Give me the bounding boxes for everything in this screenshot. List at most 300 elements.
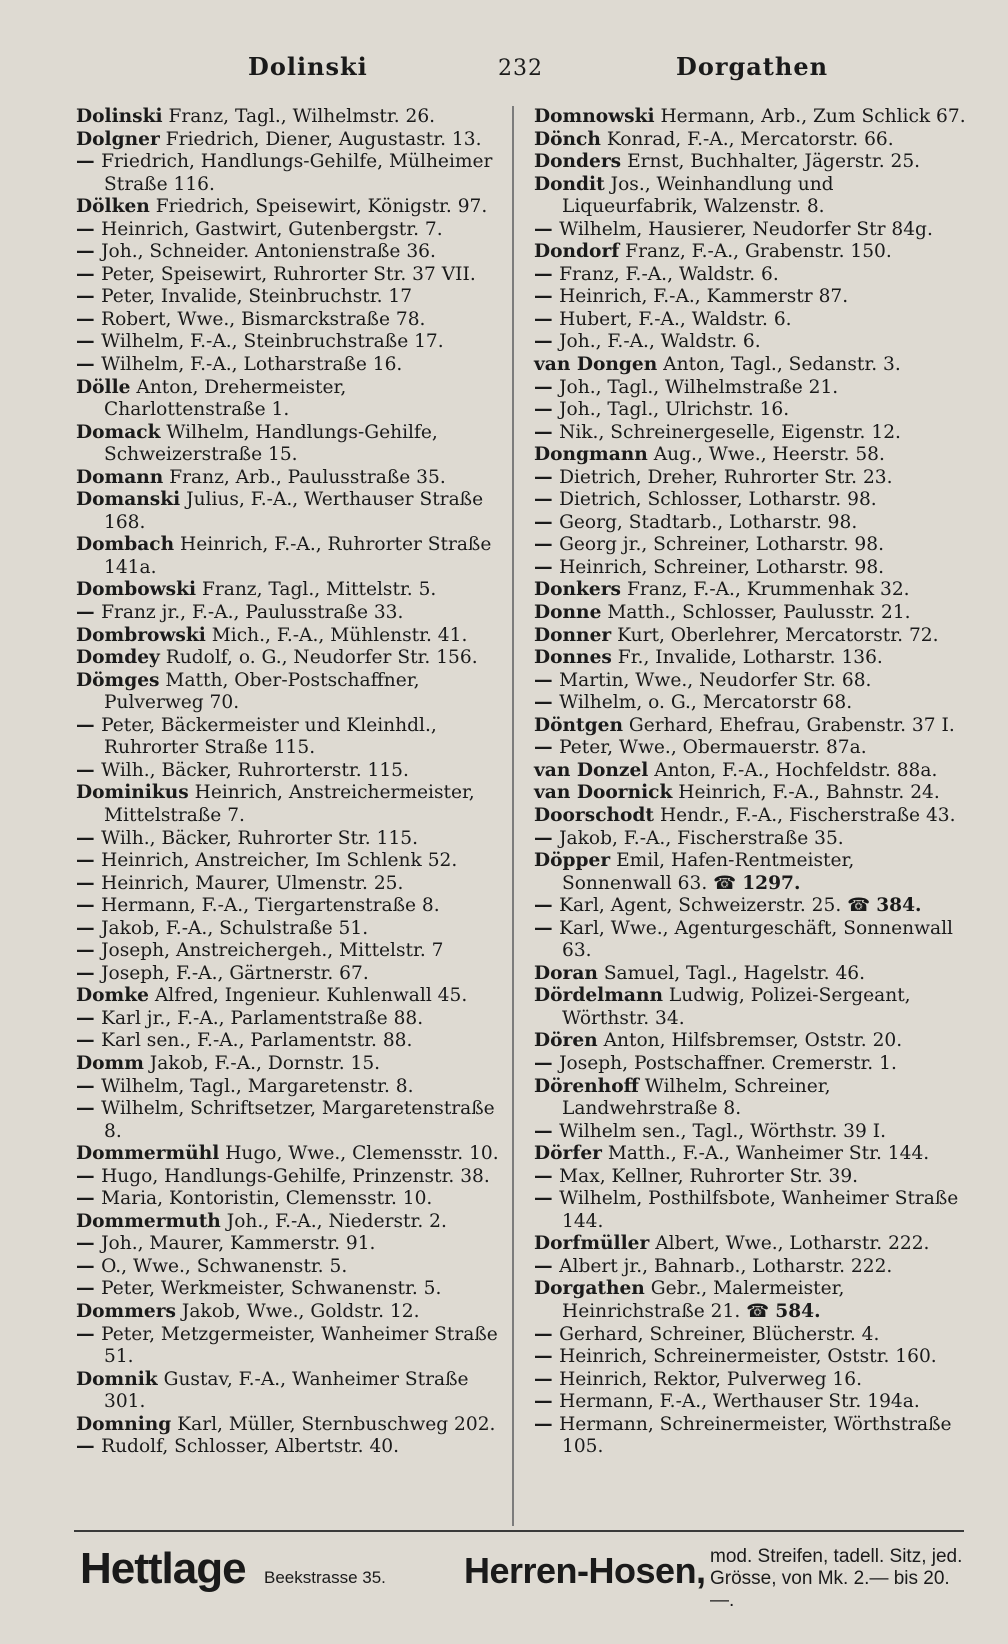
entry-surname: —: [76, 940, 102, 962]
entry-surname: —: [534, 1120, 560, 1142]
entry-details: Anton, Drehermeister, Charlottenstraße 1.: [104, 376, 347, 421]
directory-entry: [76, 918, 506, 941]
entry-details: Matth., F.-A., Wanheimer Str. 144.: [607, 1143, 930, 1165]
directory-entry: Döpper Emil, Hafen-Rentmeister, Sonnenwall 63. ☎ 1297.: [534, 850, 855, 894]
entry-details: Konrad, F.-A., Mercatorstr. 66.: [606, 128, 894, 150]
entry-details: Gerhard, Ehefrau, Grabenstr. 37 I.: [628, 714, 955, 736]
entry-surname: —: [534, 466, 560, 488]
entry-surname: Domnik: [76, 1368, 158, 1390]
entry-details: Franz, F.-A., Grabenstr. 150.: [625, 241, 892, 263]
entry-details: Joh., F.-A., Niederstr. 2.: [226, 1210, 447, 1232]
directory-entry: [534, 512, 966, 535]
directory-entry: [534, 647, 966, 670]
entry-surname: —: [534, 1052, 560, 1074]
entry-surname: —: [534, 218, 560, 240]
entry-surname: —: [76, 962, 102, 984]
directory-entry: [534, 489, 966, 512]
directory-entry: [534, 782, 966, 805]
entry-details: Karl, Agent, Schweizerstr. 25.: [559, 895, 842, 917]
entry-surname: Donne: [534, 602, 602, 624]
entry-details: Joh., F.-A., Waldstr. 6.: [559, 331, 761, 353]
directory-entry: [534, 625, 966, 648]
entry-details: Anton, F.-A., Hochfeldstr. 88a.: [654, 759, 938, 781]
entry-surname: Dönch: [534, 128, 601, 150]
directory-entry: [76, 1324, 506, 1369]
directory-entry: [76, 579, 506, 602]
directory-entry: [534, 219, 966, 242]
directory-entry: [534, 1121, 966, 1144]
entry-details: Gebr., Malermeister, Heinrichstraße 21.: [562, 1278, 845, 1322]
entry-surname: —: [534, 556, 560, 578]
entry-details: Joseph, F.-A., Gärtnerstr. 67.: [101, 962, 369, 984]
directory-entry: Dorgathen Gebr., Malermeister, Heinrichstraße 21. ☎ 584.: [534, 1278, 845, 1322]
directory-entry: [534, 828, 966, 851]
entry-details: Nik., Schreinergeselle, Eigenstr. 12.: [559, 421, 901, 443]
directory-entry: [534, 286, 966, 309]
left-column: [76, 106, 506, 1459]
directory-entry: [76, 219, 506, 242]
entry-details: Friedrich, Speisewirt, Königstr. 97.: [155, 196, 488, 218]
ad-description: [710, 1546, 964, 1612]
phone-number: 384.: [876, 895, 922, 917]
entry-surname: Doran: [534, 962, 598, 984]
entry-details: Peter, Bäckermeister und Kleinhdl., Ruhrorter Straße 115.: [101, 714, 437, 759]
entry-details: Karl sen., F.-A., Parlamentstr. 88.: [101, 1030, 413, 1052]
header-right-name: Dorgathen: [676, 52, 829, 81]
directory-entry: [534, 399, 966, 422]
entry-surname: Doorschodt: [534, 804, 655, 826]
entry-surname: Dondorf: [534, 241, 620, 263]
entry-surname: Domke: [76, 985, 149, 1007]
directory-entry: [76, 895, 506, 918]
entry-details: Franz, Tagl., Wilhelmstr. 26.: [168, 106, 436, 127]
entry-details: Fr., Invalide, Lotharstr. 136.: [617, 647, 883, 669]
entry-surname: —: [76, 895, 102, 917]
entry-surname: —: [76, 1436, 102, 1458]
entry-surname: Domning: [76, 1413, 172, 1435]
entry-surname: Donner: [534, 624, 612, 646]
entry-details: Julius, F.-A., Werthauser Straße 168.: [104, 489, 484, 533]
page-number: 232: [498, 56, 543, 81]
directory-entry: [534, 692, 966, 715]
ad-description-line1: mod. Streifen, tadell. Sitz, jed.: [710, 1546, 963, 1567]
entry-details: Wilhelm, Handlungs-Gehilfe, Schweizerstraße 15.: [104, 421, 438, 466]
directory-entry: [76, 489, 506, 534]
directory-entry: [534, 602, 966, 625]
entry-surname: —: [534, 1346, 560, 1368]
entry-details: Joh., Maurer, Kammerstr. 91.: [101, 1233, 376, 1255]
entry-surname: —: [534, 534, 560, 556]
entry-surname: Donkers: [534, 579, 622, 601]
entry-details: Franz, Tagl., Mittelstr. 5.: [201, 579, 437, 601]
entry-surname: —: [534, 1391, 560, 1413]
entry-details: Jos., Weinhandlung und Liqueurfabrik, Walzenstr. 8.: [562, 173, 834, 218]
directory-entry: [76, 151, 506, 196]
directory-entry: [534, 1256, 966, 1279]
entry-details: Joh., Tagl., Wilhelmstraße 21.: [559, 376, 839, 398]
entry-details: Joseph, Anstreichergeh., Mittelstr. 7: [101, 940, 444, 962]
directory-entry: [534, 264, 966, 287]
entry-surname: Dondit: [534, 173, 605, 195]
entry-details: Heinrich, Schreiner, Lotharstr. 98.: [559, 556, 885, 578]
entry-details: Joh., Tagl., Ulrichstr. 16.: [559, 399, 790, 421]
entry-surname: Domann: [76, 466, 164, 488]
entry-surname: —: [76, 1075, 102, 1097]
entry-details: Peter, Wwe., Obermauerstr. 87a.: [559, 737, 867, 759]
directory-entry: [76, 1301, 506, 1324]
entry-details: Heinrich, F.-A., Bahnstr. 24.: [678, 782, 940, 804]
entry-details: Rudolf, Schlosser, Albertstr. 40.: [101, 1436, 400, 1458]
entry-surname: —: [76, 1098, 102, 1120]
entry-details: Wilhelm, Schreiner, Landwehrstraße 8.: [562, 1075, 831, 1120]
directory-entry: [76, 873, 506, 896]
entry-surname: Döpper: [534, 850, 611, 872]
entry-details: Gerhard, Schreiner, Blücherstr. 4.: [559, 1323, 880, 1345]
advertisement: [74, 1530, 964, 1611]
entry-details: Jakob, F.-A., Schulstraße 51.: [101, 917, 369, 939]
column-divider: [512, 106, 514, 1526]
directory-entry: [76, 715, 506, 760]
directory-entry: [534, 715, 966, 738]
entry-details: Anton, Tagl., Sedanstr. 3.: [663, 354, 901, 376]
directory-entry: [76, 1278, 506, 1301]
entry-details: Aug., Wwe., Heerstr. 58.: [653, 444, 885, 466]
entry-surname: —: [76, 850, 102, 872]
entry-details: Wilh., Bäcker, Ruhrorter Str. 115.: [101, 827, 419, 849]
entry-surname: Domack: [76, 421, 161, 443]
entry-details: Albert, Wwe., Lotharstr. 222.: [655, 1233, 930, 1255]
entry-surname: —: [534, 895, 560, 917]
directory-entry: [76, 985, 506, 1008]
directory-entry: [76, 850, 506, 873]
directory-entry: [76, 760, 506, 783]
directory-entry: [534, 309, 966, 332]
entry-details: Karl jr., F.-A., Parlamentstraße 88.: [101, 1007, 424, 1029]
entry-details: Joh., Schneider. Antonienstraße 36.: [101, 241, 436, 263]
directory-entry: [76, 1076, 506, 1099]
entry-surname: —: [76, 1323, 102, 1345]
directory-entry: [534, 1324, 966, 1347]
directory-entry: [76, 1233, 506, 1256]
entry-surname: Dolgner: [76, 128, 160, 150]
entry-surname: —: [76, 263, 102, 285]
directory-entry: [534, 106, 966, 129]
directory-entry: [76, 963, 506, 986]
entry-surname: —: [534, 1255, 560, 1277]
entry-details: Franz, F.-A., Krummenhak 32.: [626, 579, 910, 601]
entry-surname: —: [534, 827, 560, 849]
entry-details: Emil, Hafen-Rentmeister, Sonnenwall 63.: [562, 850, 855, 894]
entry-surname: —: [76, 354, 102, 376]
entry-details: Franz, Arb., Paulusstraße 35.: [169, 466, 446, 488]
entry-details: Ernst, Buchhalter, Jägerstr. 25.: [627, 151, 921, 173]
entry-details: Heinrich, Anstreicher, Im Schlenk 52.: [101, 850, 458, 872]
entry-surname: —: [76, 241, 102, 263]
entry-surname: Dongmann: [534, 444, 648, 466]
entry-surname: Dören: [534, 1030, 598, 1052]
directory-entry: [76, 241, 506, 264]
entry-details: Hubert, F.-A., Waldstr. 6.: [559, 308, 792, 330]
entry-surname: —: [534, 1413, 560, 1435]
entry-details: Heinrich, F.-A., Ruhrorter Straße 141a.: [104, 534, 492, 578]
directory-entry: [534, 354, 966, 377]
entry-details: Alfred, Ingenieur. Kuhlenwall 45.: [154, 985, 468, 1007]
entry-details: Matth., Schlosser, Paulusstr. 21.: [607, 602, 911, 624]
directory-entry: [76, 1414, 506, 1437]
entry-details: Franz, F.-A., Waldstr. 6.: [559, 263, 779, 285]
entry-details: Hendr., F.-A., Fischerstraße 43.: [659, 804, 956, 826]
entry-details: Georg jr., Schreiner, Lotharstr. 98.: [559, 534, 884, 556]
entry-surname: —: [76, 1007, 102, 1029]
entry-surname: Donnes: [534, 647, 612, 669]
directory-entry: [76, 1008, 506, 1031]
entry-details: Hermann, Schreinermeister, Wörthstraße 105.: [559, 1413, 952, 1458]
directory-entry: [76, 1369, 506, 1414]
entry-surname: Domnowski: [534, 106, 655, 127]
entry-details: Jakob, F.-A., Dornstr. 15.: [149, 1052, 381, 1074]
directory-entry: [76, 534, 506, 579]
entry-details: Hermann, F.-A., Werthauser Str. 194a.: [559, 1391, 920, 1413]
directory-entry: [76, 196, 506, 219]
directory-entry: [76, 602, 506, 625]
directory-entry: [76, 354, 506, 377]
entry-surname: —: [76, 714, 102, 736]
entry-surname: —: [76, 1188, 102, 1210]
entry-details: Heinrich, Schreinermeister, Oststr. 160.: [559, 1346, 937, 1368]
entry-details: Joseph, Postschaffner. Cremerstr. 1.: [559, 1052, 897, 1074]
directory-entry: [76, 377, 506, 422]
entry-surname: Dörfer: [534, 1143, 602, 1165]
entry-surname: —: [76, 151, 102, 173]
entry-surname: —: [76, 917, 102, 939]
entry-surname: Dommermuth: [76, 1210, 221, 1232]
phone-number: 1297.: [742, 872, 801, 894]
directory-entry: [534, 1391, 966, 1414]
directory-entry: [76, 1188, 506, 1211]
entry-surname: —: [76, 1165, 102, 1187]
entry-surname: Dombrowski: [76, 624, 206, 646]
entry-details: Matth, Ober-Postschaffner, Pulverweg 70.: [104, 669, 420, 714]
entry-surname: —: [76, 1278, 102, 1300]
entry-details: Heinrich, Rektor, Pulverweg 16.: [559, 1368, 862, 1390]
entry-details: Kurt, Oberlehrer, Mercatorstr. 72.: [617, 624, 939, 646]
entry-surname: van Donzel: [534, 759, 649, 781]
entry-details: Peter, Invalide, Steinbruchstr. 17: [101, 286, 413, 308]
entry-surname: Donders: [534, 151, 622, 173]
entry-details: Wilhelm, F.-A., Steinbruchstraße 17.: [101, 331, 444, 353]
entry-surname: —: [534, 399, 560, 421]
directory-entry: [76, 670, 506, 715]
directory-entry: [76, 1143, 506, 1166]
entry-surname: —: [534, 263, 560, 285]
entry-surname: —: [534, 308, 560, 330]
entry-surname: —: [76, 308, 102, 330]
directory-entry: [534, 1414, 966, 1459]
entry-details: Friedrich, Diener, Augustastr. 13.: [165, 128, 482, 150]
right-column: [534, 106, 966, 1459]
entry-surname: —: [76, 286, 102, 308]
entry-surname: —: [76, 872, 102, 894]
entry-details: Gustav, F.-A., Wanheimer Straße 301.: [104, 1368, 469, 1413]
entry-details: Hermann, Arb., Zum Schlick 67.: [660, 106, 966, 127]
entry-surname: Dömges: [76, 669, 160, 691]
directory-entry: [534, 985, 966, 1030]
entry-surname: —: [534, 376, 560, 398]
entry-details: Heinrich, Anstreichermeister, Mittelstraße 7.: [104, 782, 475, 826]
entry-details: Maria, Kontoristin, Clemensstr. 10.: [101, 1188, 433, 1210]
entry-surname: Dörenhoff: [534, 1075, 639, 1097]
directory-entry: [534, 1076, 966, 1121]
directory-entry: [534, 467, 966, 490]
entry-details: Friedrich, Handlungs-Gehilfe, Mülheimer Straße 116.: [101, 151, 493, 195]
entry-details: Hermann, F.-A., Tiergartenstraße 8.: [101, 895, 440, 917]
entry-surname: —: [76, 1030, 102, 1052]
entry-details: Wilhelm, Posthilfsbote, Wanheimer Straße 144.: [559, 1188, 959, 1232]
directory-entry: [76, 828, 506, 851]
entry-details: Ludwig, Polizei-Sergeant, Wörthstr. 34.: [562, 985, 911, 1029]
directory-entry: [76, 647, 506, 670]
directory-entry: [76, 309, 506, 332]
entry-surname: —: [534, 1188, 560, 1210]
entry-surname: —: [534, 286, 560, 308]
directory-entry: [76, 1030, 506, 1053]
entry-surname: Dommermühl: [76, 1143, 220, 1165]
directory-entry: [534, 579, 966, 602]
entry-surname: Dombach: [76, 534, 175, 556]
directory-entry: [534, 1188, 966, 1233]
directory-entry: [534, 444, 966, 467]
directory-entry: [534, 174, 966, 219]
entry-details: Wilhelm, Tagl., Margaretenstr. 8.: [101, 1075, 414, 1097]
entry-surname: —: [534, 1165, 560, 1187]
entry-surname: Döntgen: [534, 714, 623, 736]
directory-entry: [534, 151, 966, 174]
entry-surname: —: [76, 331, 102, 353]
entry-surname: —: [534, 1368, 560, 1390]
directory-entry: [534, 557, 966, 580]
entry-details: Jakob, F.-A., Fischerstraße 35.: [559, 827, 844, 849]
entry-details: Wilhelm, F.-A., Lotharstraße 16.: [101, 354, 403, 376]
entry-surname: —: [534, 511, 560, 533]
entry-surname: —: [76, 1233, 102, 1255]
entry-details: Heinrich, F.-A., Kammerstr 87.: [559, 286, 849, 308]
entry-details: O., Wwe., Schwanenstr. 5.: [101, 1255, 348, 1277]
entry-details: Heinrich, Maurer, Ulmenstr. 25.: [101, 872, 404, 894]
directory-entry: [76, 1211, 506, 1234]
entry-details: Martin, Wwe., Neudorfer Str. 68.: [559, 669, 872, 691]
directory-entry: [534, 1143, 966, 1166]
entry-details: Wilh., Bäcker, Ruhrorterstr. 115.: [101, 759, 409, 781]
entry-details: Max, Kellner, Ruhrorter Str. 39.: [559, 1165, 859, 1187]
entry-surname: Dorfmüller: [534, 1233, 650, 1255]
entry-surname: —: [76, 1255, 102, 1277]
entry-surname: —: [76, 827, 102, 849]
directory-entry: [76, 422, 506, 467]
entry-surname: —: [534, 421, 560, 443]
directory-entry: [76, 286, 506, 309]
entry-details: Rudolf, o. G., Neudorfer Str. 156.: [165, 647, 478, 669]
directory-entry: [76, 1166, 506, 1189]
entry-surname: Domdey: [76, 647, 160, 669]
directory-entry: [76, 940, 506, 963]
entry-surname: Dölken: [76, 196, 150, 218]
directory-entry: [76, 467, 506, 490]
directory-entry: [76, 331, 506, 354]
directory-entry: [76, 1436, 506, 1459]
entry-details: Peter, Werkmeister, Schwanenstr. 5.: [101, 1278, 442, 1300]
ad-address: Beekstrasse 35.: [264, 1568, 386, 1587]
entry-details: Wilhelm, o. G., Mercatorstr 68.: [559, 692, 853, 714]
directory-entry: [534, 1233, 966, 1256]
entry-details: Dietrich, Dreher, Ruhrorter Str. 23.: [559, 466, 893, 488]
entry-details: Anton, Hilfsbremser, Oststr. 20.: [603, 1030, 903, 1052]
entry-details: Georg, Stadtarb., Lotharstr. 98.: [559, 511, 858, 533]
directory-entry: [76, 129, 506, 152]
entry-surname: —: [534, 692, 560, 714]
directory-entry: [76, 106, 506, 129]
entry-surname: Dölle: [76, 376, 131, 398]
directory-entry: [76, 782, 506, 827]
directory-entry: [534, 377, 966, 400]
entry-surname: —: [76, 218, 102, 240]
directory-entry: [534, 1369, 966, 1392]
directory-entry: [534, 1030, 966, 1053]
directory-entry: [76, 1053, 506, 1076]
entry-details: Karl, Müller, Sternbuschweg 202.: [177, 1413, 496, 1435]
directory-entry: [534, 963, 966, 986]
directory-entry: [534, 331, 966, 354]
entry-surname: Domm: [76, 1052, 144, 1074]
entry-details: Wilhelm sen., Tagl., Wörthstr. 39 I.: [559, 1120, 886, 1142]
header-left-name: Dolinski: [248, 52, 368, 81]
entry-surname: Dombowski: [76, 579, 197, 601]
entry-details: Dietrich, Schlosser, Lotharstr. 98.: [559, 489, 877, 511]
ad-description-line2: Grösse, von Mk. 2.— bis 20.—.: [710, 1568, 950, 1611]
directory-entry: [534, 918, 966, 963]
entry-details: Hugo, Wwe., Clemensstr. 10.: [225, 1143, 499, 1165]
directory-entry: [534, 241, 966, 264]
entry-surname: —: [76, 602, 102, 624]
entry-surname: van Doornick: [534, 782, 673, 804]
directory-entry: [76, 264, 506, 287]
entry-details: Mich., F.-A., Mühlenstr. 41.: [211, 624, 468, 646]
ad-product: Herren-Hosen,: [464, 1550, 706, 1591]
directory-entry: [534, 129, 966, 152]
entry-surname: —: [534, 737, 560, 759]
entry-details: Hugo, Handlungs-Gehilfe, Prinzenstr. 38.: [101, 1165, 490, 1187]
entry-details: Jakob, Wwe., Goldstr. 12.: [181, 1300, 420, 1322]
directory-entry: [534, 534, 966, 557]
directory-entry: — Karl, Agent, Schweizerstr. 25. ☎ 384.: [534, 895, 922, 917]
entry-details: Albert jr., Bahnarb., Lotharstr. 222.: [559, 1255, 893, 1277]
directory-entry: [76, 625, 506, 648]
directory-entry: [76, 1256, 506, 1279]
entry-details: Wilhelm, Schriftsetzer, Margaretenstraße 8.: [101, 1098, 495, 1142]
entry-details: Peter, Metzgermeister, Wanheimer Straße 51.: [101, 1323, 498, 1368]
entry-details: Peter, Speisewirt, Ruhrorter Str. 37 VII.: [101, 263, 476, 285]
entry-details: Heinrich, Gastwirt, Gutenbergstr. 7.: [101, 218, 443, 240]
directory-entry: [534, 670, 966, 693]
directory-entry: [76, 1098, 506, 1143]
entry-surname: Dominikus: [76, 782, 189, 804]
entry-surname: Dördelmann: [534, 985, 663, 1007]
entry-surname: —: [534, 669, 560, 691]
ad-brand: Hettlage: [80, 1544, 246, 1593]
directory-entry: [534, 1166, 966, 1189]
entry-surname: —: [534, 1323, 560, 1345]
entry-details: Robert, Wwe., Bismarckstraße 78.: [101, 308, 426, 330]
entry-surname: Dorgathen: [534, 1278, 645, 1300]
